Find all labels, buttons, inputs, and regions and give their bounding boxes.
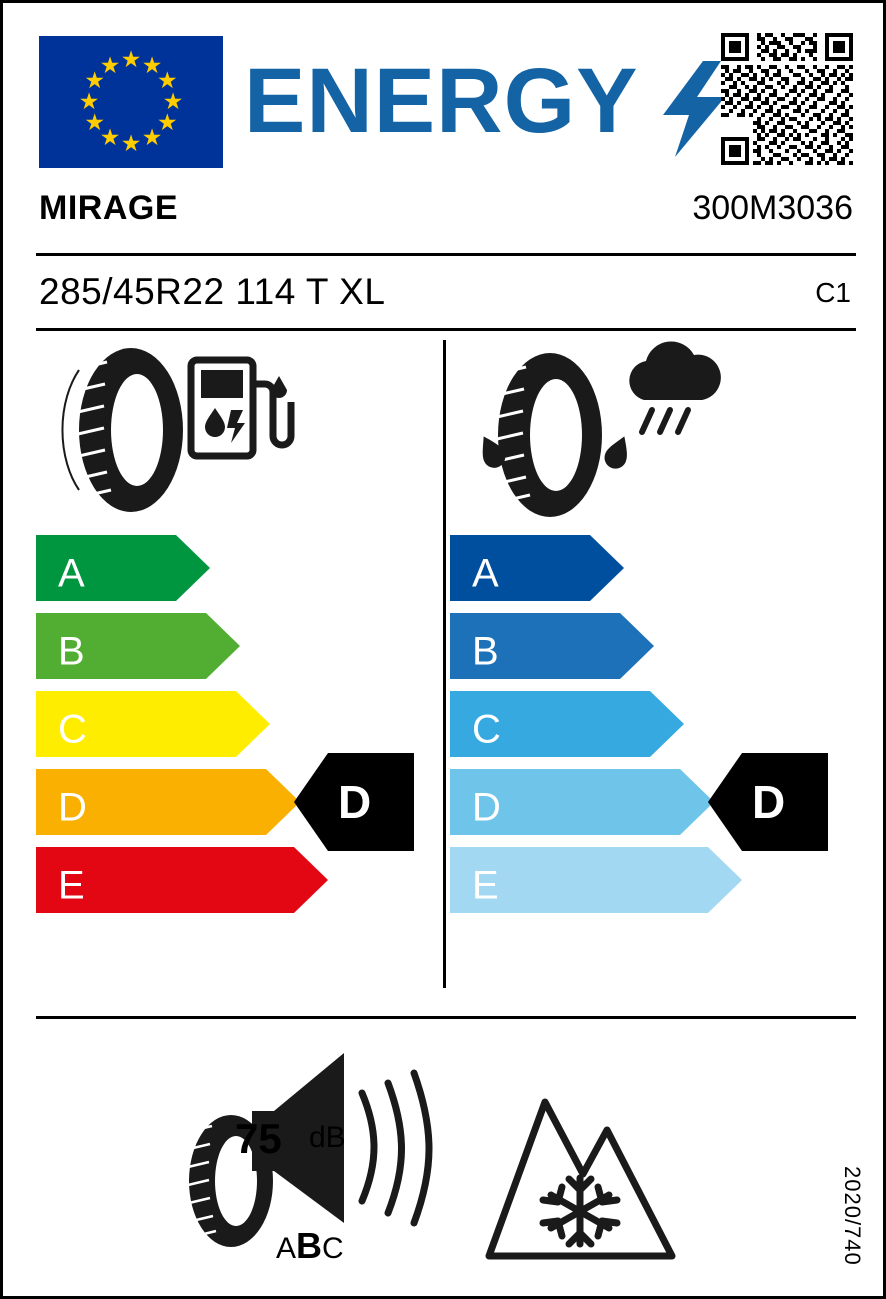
wet-grade-row xyxy=(450,535,856,613)
wet-grade-letter: E xyxy=(472,863,499,908)
fuel-efficiency-panel xyxy=(36,340,442,1000)
eu-star-icon: ★ xyxy=(157,67,178,93)
wet-grade-scale xyxy=(450,535,856,925)
eu-star-icon: ★ xyxy=(141,51,163,78)
label-header xyxy=(39,33,853,173)
tyre-type-code: 300M3036 xyxy=(692,189,853,227)
tyre-class: C1 xyxy=(815,277,851,308)
fuel-grade-letter: A xyxy=(58,551,85,596)
wet-grade-row xyxy=(450,847,856,925)
eu-star-icon: ★ xyxy=(157,109,178,135)
qr-code-icon xyxy=(721,33,853,165)
tyre-size: 285/45R22 114 T XL xyxy=(39,271,386,312)
wet-grade-letter: B xyxy=(472,629,499,674)
fuel-grade-letter: E xyxy=(58,863,85,908)
fuel-grade-row xyxy=(36,847,442,925)
wet-grade-row xyxy=(450,769,856,847)
fuel-grade-row xyxy=(36,613,442,691)
fuel-grade-scale xyxy=(36,535,442,925)
wet-grip-panel xyxy=(450,340,856,1000)
fuel-grade-row xyxy=(36,769,442,847)
eu-star-icon: ★ xyxy=(141,124,163,151)
noise-class-b: B xyxy=(296,1225,323,1266)
regulation-code: 2020/740 xyxy=(840,1166,865,1266)
eu-star-icon: ★ xyxy=(120,46,142,72)
wet-grade-letter: C xyxy=(472,707,501,752)
fuel-grade-letter: B xyxy=(58,629,85,674)
lightning-bolt-icon xyxy=(659,61,729,157)
divider-bottom xyxy=(36,1016,856,1019)
noise-class-a: A xyxy=(276,1232,297,1265)
brand-name: MIRAGE xyxy=(39,189,178,227)
divider-size xyxy=(36,328,856,331)
fuel-rating-value: D xyxy=(338,776,372,828)
divider-top xyxy=(36,253,856,256)
noise-class-row xyxy=(276,1225,344,1267)
eu-star-icon: ★ xyxy=(84,109,105,135)
energy-title: ENERGY xyxy=(244,50,639,152)
bottom-section xyxy=(36,1033,856,1273)
three-peak-mountain-snowflake-icon xyxy=(483,1078,678,1263)
eu-star-icon: ★ xyxy=(99,51,121,78)
eu-flag-icon xyxy=(39,36,223,168)
fuel-rating-marker xyxy=(294,753,414,851)
brand-row xyxy=(39,189,853,249)
fuel-grade-row xyxy=(36,535,442,613)
noise-class-c: C xyxy=(322,1232,344,1265)
wet-grade-letter: A xyxy=(472,551,499,596)
fuel-pictogram-group xyxy=(36,340,442,525)
wet-rating-marker xyxy=(708,753,828,851)
wet-pictogram-group xyxy=(450,340,856,525)
wet-grade-row xyxy=(450,613,856,691)
eu-star-icon: ★ xyxy=(99,124,121,151)
eu-star-icon: ★ xyxy=(84,67,105,93)
fuel-grade-letter: D xyxy=(58,785,87,830)
eu-star-icon: ★ xyxy=(78,88,100,114)
eu-star-icon: ★ xyxy=(162,88,184,114)
divider-vertical xyxy=(443,340,446,988)
size-row xyxy=(39,271,853,321)
wet-grade-letter: D xyxy=(472,785,501,830)
tyre-rain-cloud-icon xyxy=(450,340,750,520)
noise-value: 75 xyxy=(235,1115,282,1162)
tyre-fuel-pump-icon xyxy=(36,340,336,520)
wet-rating-value: D xyxy=(752,776,786,828)
eu-star-icon: ★ xyxy=(120,130,142,156)
fuel-grade-letter: C xyxy=(58,707,87,752)
noise-unit: dB xyxy=(309,1121,346,1154)
